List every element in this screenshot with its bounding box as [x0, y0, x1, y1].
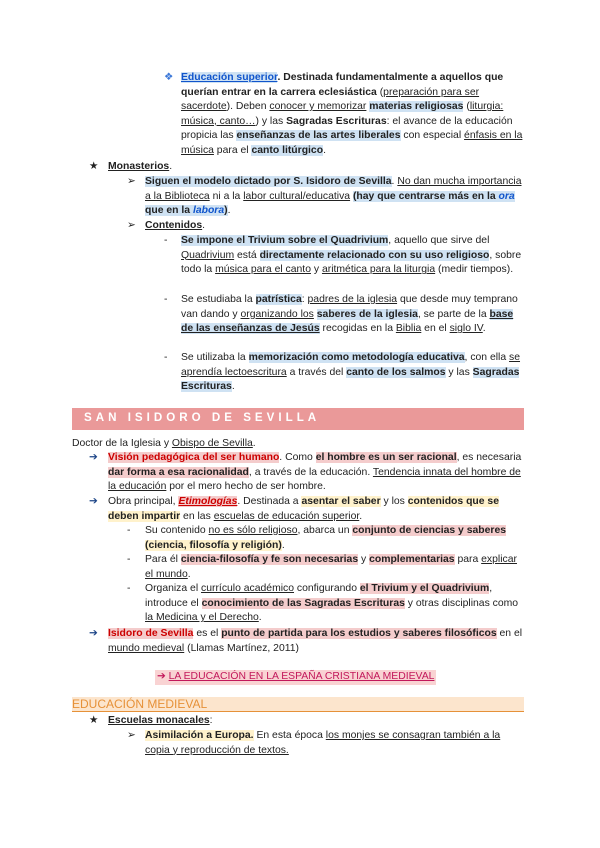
contenido-no-religioso: Su contenido no es sólo religioso, abarca un conjunto de ciencias y saberes (ciencia, filosofía y religión). [145, 525, 507, 551]
arrow-bullet-icon: ➢ [127, 220, 136, 231]
contenidos-heading: Contenidos. [145, 220, 206, 231]
dash-bullet: - [164, 235, 168, 246]
arrow-bullet-icon: ➔ [89, 628, 98, 639]
punto-partida-paragraph: Isidoro de Sevilla es el punto de partida para los estudios y saberes filosóficos en el mundo medieval (Llamas Martínez, 2011) [108, 628, 523, 654]
asimilacion-paragraph: Asimilación a Europa. En esta época los monjes se consagran también a la copia y reproducción de textos. [145, 730, 501, 756]
dash-bullet: - [164, 352, 168, 363]
vision-pedagogica-paragraph: Visión pedagógica del ser humano. Como el hombre es un ser racional, es necesaria dar forma a esa racionalidad, a través de la educación. Tendencia innata del hombre de la educación por el mero hecho de ser hombre. [108, 452, 522, 493]
section-title: SAN ISIDORO DE SEVILLA [84, 411, 321, 424]
edu-superior-paragraph: Educación superior. Destinada fundamentalmente a aquellos que querían entrar en la carrera eclesiástica (preparación para ser sacerdote). Deben conocer y memorizar materias religiosas (liturgia: música, canto…) y las Sagradas Escrituras: el avance de la educación propicia las enseñanzas de las artes liberales con especial énfasis en la música para el canto litúrgico. [181, 72, 523, 156]
arrow-bullet-icon: ➢ [127, 730, 136, 741]
dash-bullet: - [164, 294, 168, 305]
escuelas-heading: Escuelas monacales: [108, 715, 213, 726]
monasterios-heading: Monasterios. [108, 161, 173, 172]
curriculo-paragraph: Organiza el currículo académico configurando el Trivium y el Quadrivium, introduce el conocimiento de las Sagradas Escrituras y otras disciplinas como la Medicina y el Derecho. [145, 583, 519, 624]
ciencia-fe-paragraph: Para él ciencia-filosofía y fe son necesarias y complementarias para explicar el mundo. [145, 554, 517, 580]
isidoro-intro: Doctor de la Iglesia y Obispo de Sevilla. [72, 438, 256, 449]
arrow-bullet-icon: ➢ [127, 176, 136, 187]
obra-principal-paragraph: Obra principal, Etimologías. Destinada a asentar el saber y los contenidos que se deben impartir en las escuelas de educación superior. [108, 496, 499, 522]
contenido-patristica: Se estudiaba la patrística: padres de la iglesia que desde muy temprano van dando y organizando los saberes de la iglesia, se parte de la base de las enseñanzas de Jesús recogidas en la Biblia en el siglo IV. [181, 294, 518, 335]
dash-bullet: - [127, 554, 131, 565]
star-bullet-icon: ★ [89, 715, 99, 726]
contenido-trivium: Se impone el Trivium sobre el Quadrivium, aquello que sirve del Quadrivium está directamente relacionado con su uso religioso, sobre todo la música para el canto y aritmética para la liturgia (medir tiempos). [181, 235, 522, 276]
contenido-memorizacion: Se utilizaba la memorización como metodología educativa, con ella se aprendía lectoescritura a través del canto de los salmos y las Sagradas Escrituras. [181, 352, 521, 393]
dash-bullet: - [127, 583, 131, 594]
arrow-bullet-icon: ➔ [89, 496, 98, 507]
star-bullet-icon: ★ [89, 161, 99, 172]
arrow-right-icon: ➔ [157, 671, 166, 682]
espana-cristiana-link[interactable]: ➔ LA EDUCACIÓN EN LA ESPAÑA CRISTIANA MEDIEVAL [155, 670, 436, 685]
diamond-bullet-icon: ❖ [164, 72, 174, 83]
edu-superior-title: Educación superior [181, 72, 278, 83]
dash-bullet: - [127, 525, 131, 536]
medieval-title: EDUCACIÓN MEDIEVAL [72, 697, 208, 711]
arrow-bullet-icon: ➔ [89, 452, 98, 463]
seguir-modelo-paragraph: Siguen el modelo dictado por S. Isidoro de Sevilla. No dan mucha importancia a la Biblioteca ni a la labor cultural/educativa (hay que centrarse más en la ora que en la labora). [145, 176, 522, 217]
